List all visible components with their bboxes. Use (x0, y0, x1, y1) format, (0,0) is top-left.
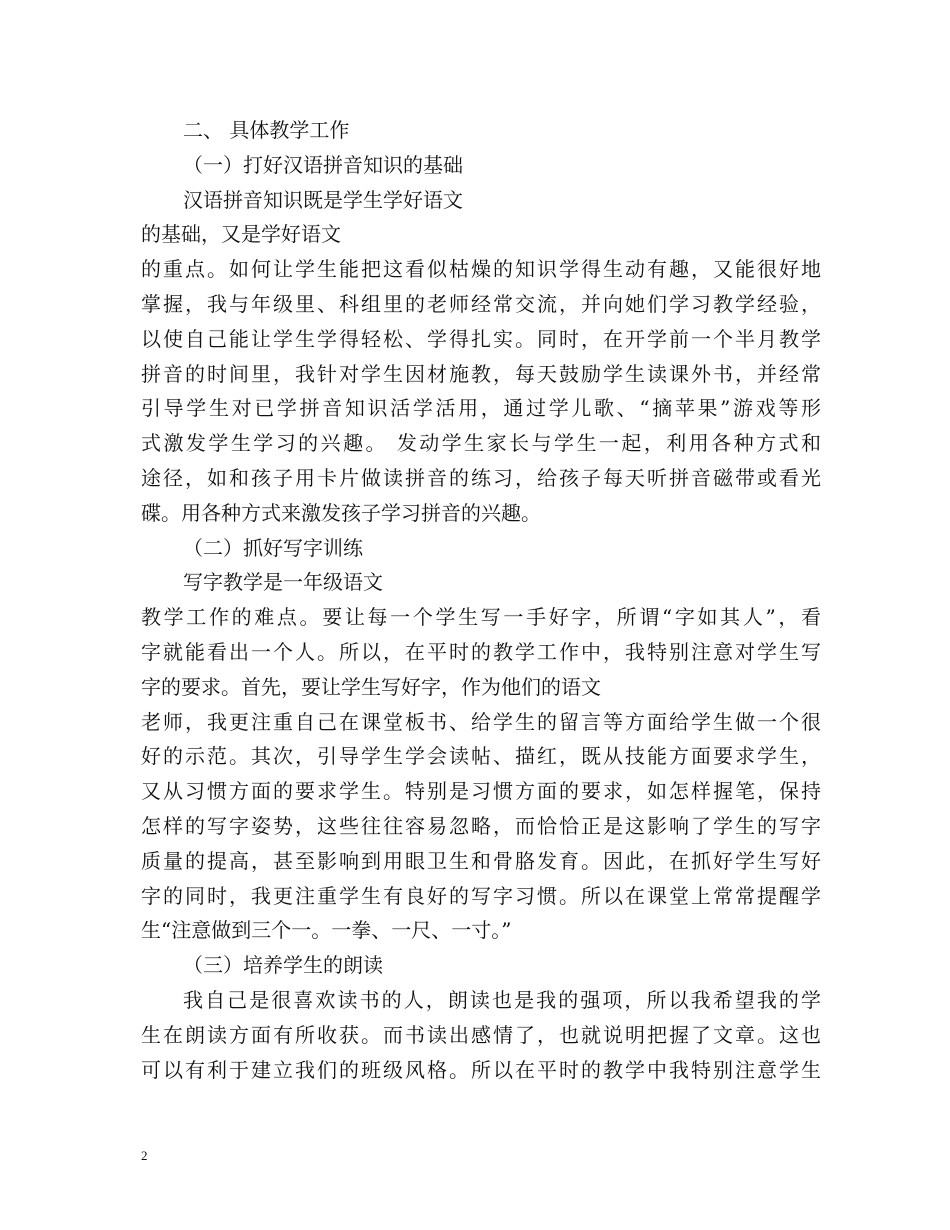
paragraph-line: 我自己是很喜欢读书的人，朗读也是我的强项，所以我希望我的学 (183, 987, 821, 1012)
paragraph-line: 老师，我更注重自己在课堂板书、给学生的留言等方面给学生做一个很 (141, 709, 821, 734)
paragraph-line: 好的示范。其次，引导学生学会读帖、描红，既从技能方面要求学生， (141, 744, 821, 769)
paragraph-line: 生“注意做到三个一。一拳、一尺、一寸。” (141, 918, 512, 943)
paragraph-line: 碟。用各种方式来激发孩子学习拼音的兴趣。 (141, 500, 541, 525)
paragraph-line: 以使自己能让学生学得轻松、学得扎实。同时，在开学前一个半月教学 (141, 326, 821, 351)
subsection-heading-3: （三）培养学生的朗读 (183, 953, 383, 978)
section-heading: 二、 具体教学工作 (183, 118, 350, 142)
page-number: 2 (141, 1148, 148, 1163)
paragraph-line: 途径，如和孩子用卡片做读拼音的练习，给孩子每天听拼音磁带或看光 (141, 465, 821, 490)
paragraph-line: 的基础，又是学好语文 (141, 222, 341, 247)
paragraph-line: 可以有利于建立我们的班级风格。所以在平时的教学中我特别注意学生 (141, 1057, 821, 1082)
paragraph-line: 字的要求。首先，要让学生写好字，作为他们的语文 (141, 674, 601, 699)
document-body (141, 113, 821, 1087)
paragraph-line: 质量的提高，甚至影响到用眼卫生和骨胳发育。因此，在抓好学生写好 (141, 848, 821, 873)
paragraph-line: 生在朗读方面有所收获。而书读出感情了，也就说明把握了文章。这也 (141, 1022, 821, 1047)
paragraph-line: 式激发学生学习的兴趣。 发动学生家长与学生一起，利用各种方式和 (141, 431, 821, 456)
subsection-heading-2: （二）抓好写字训练 (183, 535, 363, 560)
paragraph-line: 怎样的写字姿势，这些往往容易忽略，而恰恰正是这影响了学生的写字 (141, 813, 821, 838)
paragraph-line: 掌握，我与年级里、科组里的老师经常交流，并向她们学习教学经验， (141, 291, 821, 316)
paragraph-line: 的重点。如何让学生能把这看似枯燥的知识学得生动有趣，又能很好地 (141, 257, 821, 282)
paragraph-line: 写字教学是一年级语文 (183, 570, 383, 595)
paragraph-line: 拼音的时间里，我针对学生因材施教，每天鼓励学生读课外书，并经常 (141, 361, 821, 386)
subsection-heading-1: （一）打好汉语拼音知识的基础 (183, 152, 463, 177)
paragraph-line: 教学工作的难点。要让每一个学生写一手好字，所谓“字如其人”，看 (141, 605, 821, 630)
paragraph-line: 引导学生对已学拼音知识活学活用，通过学儿歌、“摘苹果”游戏等形 (141, 396, 821, 421)
paragraph-line: 又从习惯方面的要求学生。特别是习惯方面的要求，如怎样握笔，保持 (141, 779, 821, 804)
paragraph-line: 字就能看出一个人。所以，在平时的教学工作中，我特别注意对学生写 (141, 639, 821, 664)
paragraph-line: 汉语拼音知识既是学生学好语文 (183, 187, 463, 212)
paragraph-line: 字的同时，我更注重学生有良好的写字习惯。所以在课堂上常常提醒学 (141, 883, 821, 908)
